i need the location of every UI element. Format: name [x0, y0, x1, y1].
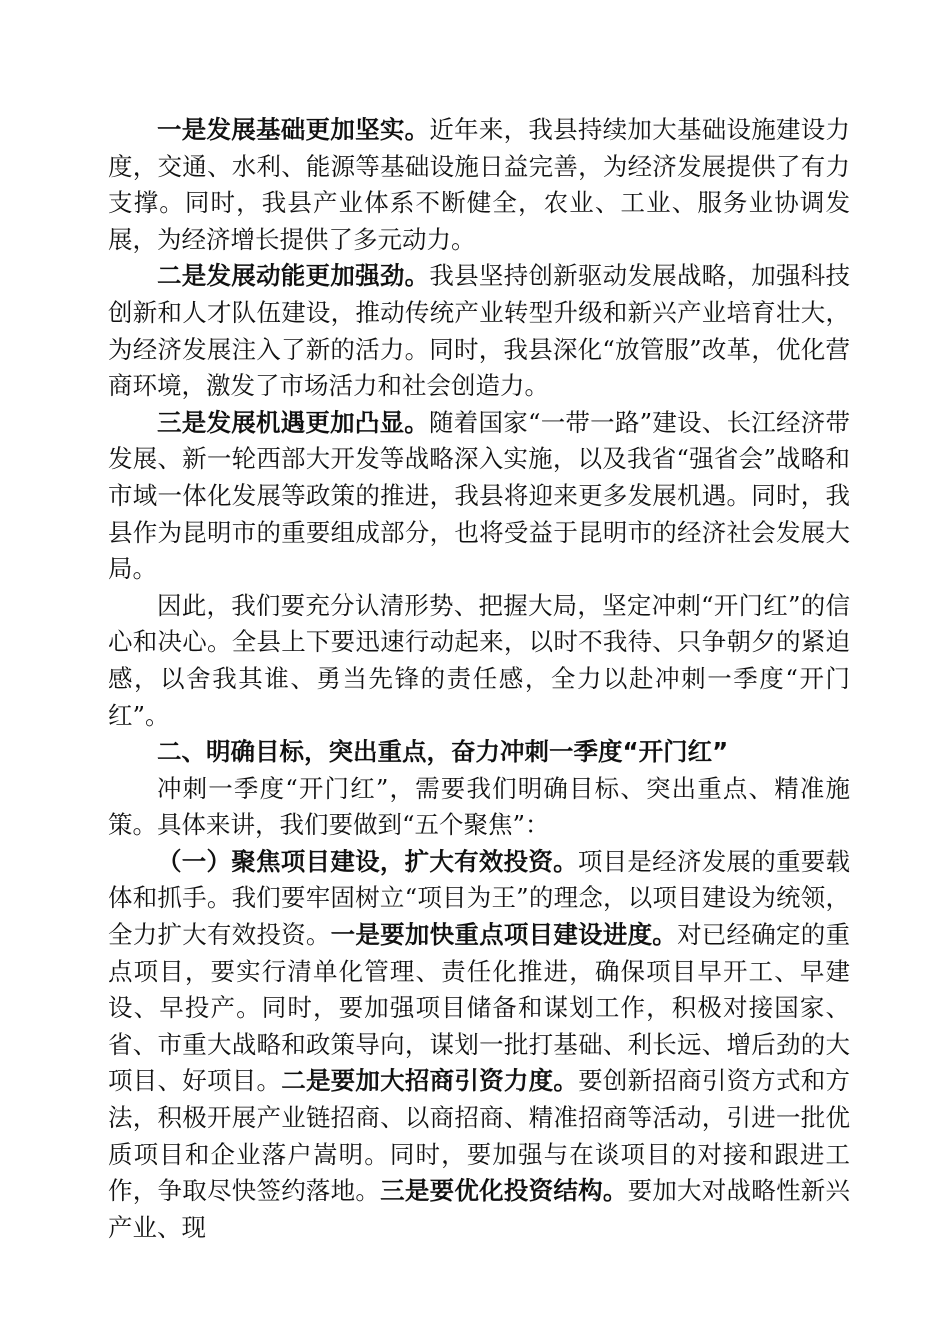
- bold-lead: 三是发展机遇更加凸显。: [157, 407, 430, 437]
- body-text: 因此，我们要充分认清形势、把握大局，坚定冲刺“开门红”的信心和决心。全县上下要迅速行动起来，以时不我待、只争朝夕的紧迫感，以舍我其谁、勇当先锋的责任感，全力以赴冲刺一季度“开门红”。: [108, 590, 850, 730]
- bold-point-1: 一是要加快重点项目建设进度。: [330, 920, 678, 950]
- section-heading-text: 二、明确目标，突出重点，奋力冲刺一季度“开门红”: [157, 737, 729, 767]
- bold-lead: 二是发展动能更加强劲。: [157, 261, 430, 291]
- bold-point-3: 三是要优化投资结构。: [380, 1176, 628, 1206]
- body-text: 要加大对战略性新兴产业、现: [108, 1176, 851, 1242]
- paragraph-foundation: [108, 112, 850, 258]
- paragraph-focus-projects: [108, 844, 850, 1247]
- body-text: 近年来，我县持续加大基础设施建设力度，交通、水利、能源等基础设施日益完善，为经济发展提供了有力支撑。同时，我县产业体系不断健全，农业、工业、服务业协调发展，为经济增长提供了多元动力。: [108, 115, 851, 254]
- section-heading: [108, 734, 850, 771]
- body-text: 随着国家“一带一路”建设、长江经济带发展、新一轮西部大开发等战略深入实施，以及我省“强省会”战略和市域一体化发展等政策的推进，我县将迎来更多发展机遇。同时，我县作为昆明市的重要组成部分，也将受益于昆明市的经济社会发展大局。: [108, 407, 850, 584]
- paragraph-conclusion: [108, 588, 850, 734]
- paragraph-opportunity: [108, 405, 850, 588]
- body-text: 项目是经济发展的重要载体和抓手。我们要牢固树立“项目为王”的理念，以项目建设为统领，全力扩大有效投资。: [108, 846, 850, 950]
- paragraph-intro: [108, 771, 850, 844]
- body-text: 冲刺一季度“开门红”，需要我们明确目标、突出重点、精准施策。具体来讲，我们要做到“五个聚焦”：: [108, 773, 850, 840]
- bold-point-2: 二是要加大招商引资力度。: [281, 1066, 579, 1096]
- body-text: 我县坚持创新驱动发展战略，加强科技创新和人才队伍建设，推动传统产业转型升级和新兴产业培育壮大，为经济发展注入了新的活力。同时，我县深化“放管服”改革，优化营商环境，激发了市场活力和社会创造力。: [108, 261, 851, 401]
- document-page: [108, 112, 850, 1246]
- subsection-title: （一）聚焦项目建设，扩大有效投资。: [157, 846, 578, 876]
- body-text: 对已经确定的重点项目，要实行清单化管理、责任化推进，确保项目早开工、早建设、早投产。同时，要加强项目储备和谋划工作，积极对接国家、省、市重大战略和政策导向，谋划一批打基础、利长远、增后劲的大项目、好项目。: [108, 920, 851, 1096]
- body-text: 要创新招商引资方式和方法，积极开展产业链招商、以商招商、精准招商等活动，引进一批优质项目和企业落户嵩明。同时，要加强与在谈项目的对接和跟进工作，争取尽快签约落地。: [108, 1066, 851, 1206]
- bold-lead: 一是发展基础更加坚实。: [157, 115, 430, 144]
- paragraph-momentum: [108, 258, 850, 404]
